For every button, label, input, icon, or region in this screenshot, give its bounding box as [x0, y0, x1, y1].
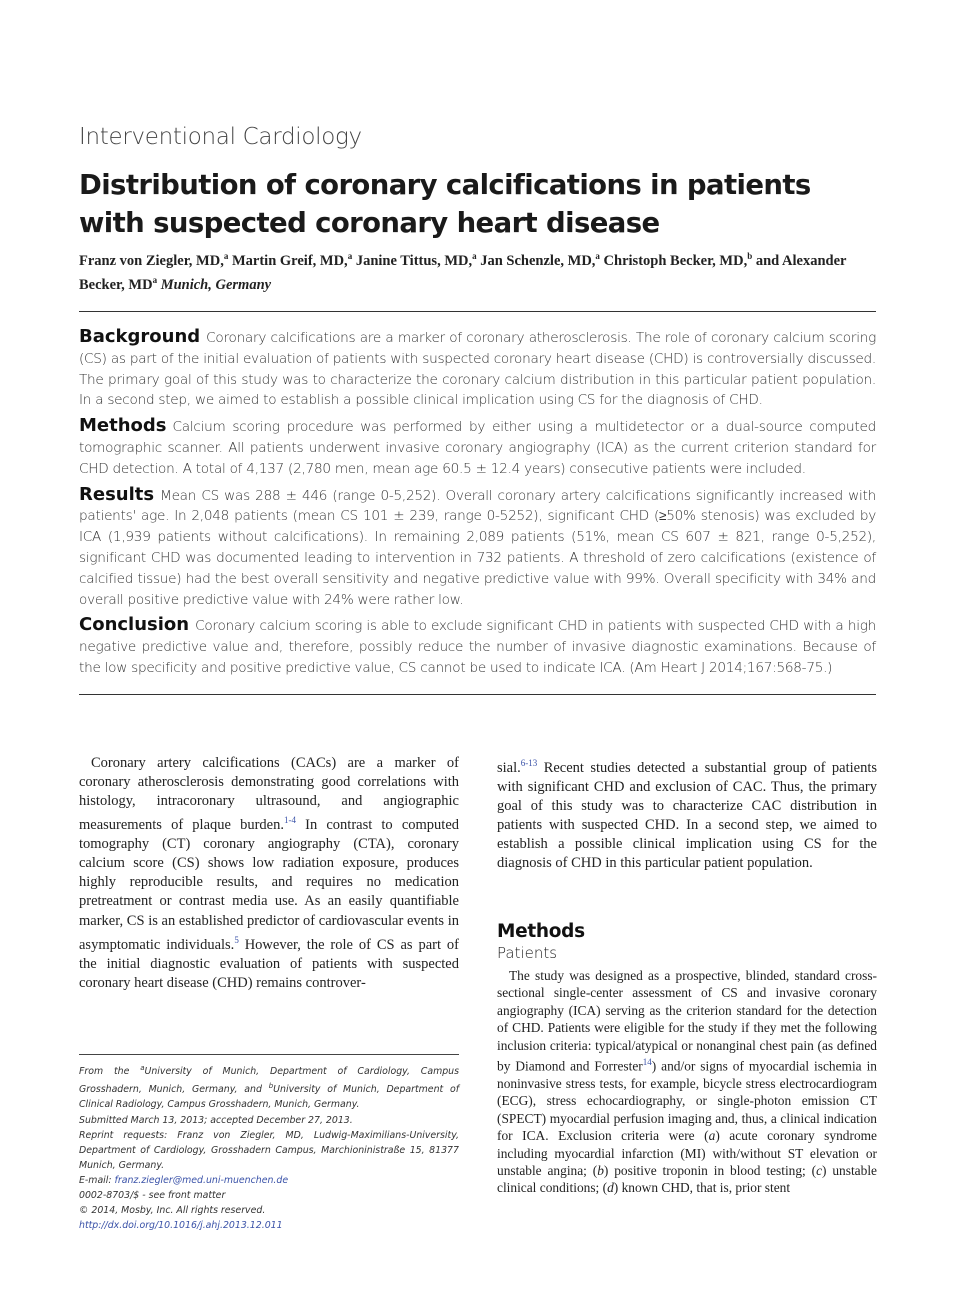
body-left-column — [79, 754, 459, 993]
reference-link[interactable]: 14 — [642, 1057, 652, 1068]
methods-text: The study was designed as a prospective, blinded, standard cross-sectional single-center assessment of CS and invasive coronary angiography (ICA) serving as the criterion standard for the detection of CHD. Patients were eligible for the study if they met the following inclusion criteria: typical/atypical or nonanginal chest pain (as defined by Diamond and Forrester — [497, 968, 877, 1074]
abstract-methods-text: Calcium scoring procedure was performed by either using a multidetector or a dual-source computed tomographic scanner. All patients underwent invasive coronary angiography (ICA) as the current criterion standard for CHD detection. A total of 4,137 (2,780 men, mean age 60.5 ± 12.4 years) consecutive patients were included. — [79, 419, 876, 477]
author-location: Munich, Germany — [160, 276, 272, 293]
footnote-email — [79, 1173, 459, 1188]
footnote-copyright: © 2014, Mosby, Inc. All rights reserved. — [79, 1205, 266, 1217]
abstract — [79, 327, 876, 684]
abstract-conclusion — [79, 615, 876, 678]
author-name: Franz von Ziegler, MD, — [79, 252, 224, 269]
footnote-issn: 0002-8703/$ - see front matter — [79, 1190, 226, 1201]
methods-text: ) known CHD, that is, prior stent — [613, 1180, 791, 1196]
patients-paragraph — [497, 967, 877, 1197]
body-right-column-intro — [497, 754, 877, 873]
author-affiliation-mark: b — [747, 251, 753, 261]
abstract-conclusion-text: Coronary calcium scoring is able to exclude significant CHD in patients with suspected CHD with a high negative predictive value and, therefore, possibly reduce the number of invasive diagnostic examinations. Because of the low specificity and positive predictive value, CS cannot be used to indicate ICA. (Am Heart J 2014;167:568-75.) — [79, 618, 876, 676]
footnote-text: University of Munich, Department of Clinical Radiology, Campus Grosshadern, Munich, Germany. — [79, 1084, 459, 1111]
author-name: Janine Tittus, MD, — [355, 252, 473, 269]
criterion-letter: d — [607, 1180, 614, 1196]
abstract-conclusion-heading: Conclusion — [79, 614, 190, 636]
footnote-text: University of Munich, Department of Cardiology, Campus Grosshadern, Munich, Germany, and — [79, 1066, 459, 1096]
methods-text: ) and/or signs of myocardial ischemia in noninvasive stress tests, for example, bicycle stress electrocardiogram (ECG), stress echocardiography, or single-photon emission CT (SPECT) myocardial perfusion imaging and, thus, a clinical indication for ICA. Exclusion criteria were ( — [497, 1058, 877, 1144]
footnote-text: From the — [79, 1066, 141, 1078]
abstract-methods — [79, 416, 876, 479]
abstract-results — [79, 485, 876, 611]
section-label: Interventional Cardiology — [79, 124, 362, 150]
doi-link[interactable]: http://dx.doi.org/10.1016/j.ahj.2013.12.011 — [79, 1220, 283, 1232]
intro-text: However, the role of CS as part of the initial diagnostic evaluation of patients with suspected coronary heart disease (CHD) remains controver- — [79, 936, 459, 991]
author-affiliation-mark: a — [152, 274, 158, 285]
author-list — [79, 247, 879, 295]
patients-subheading: Patients — [497, 944, 558, 962]
methods-heading: Methods — [497, 921, 585, 942]
abstract-background — [79, 327, 876, 411]
abstract-bottom-rule — [79, 694, 876, 695]
author-affiliation-mark: a — [223, 251, 229, 261]
author-affiliation-mark: a — [595, 251, 600, 261]
affiliation-mark: b — [268, 1082, 274, 1091]
footnotes — [79, 1061, 459, 1233]
author-name: Martin Greif, MD, — [231, 252, 348, 269]
intro-text: Recent studies detected a substantial group of patients with significant CHD and exclusion of CAC. Thus, the primary goal of this study was to characterize CAC distribution in patients with suspected CHD. In a second step, we aimed to establish a possible clinical implication using CS for the diagnosis of CHD in this particular patient population. — [497, 759, 877, 872]
abstract-methods-heading: Methods — [79, 415, 167, 437]
abstract-background-text: Coronary calcifications are a marker of coronary atherosclerosis. The role of coronary calcium scoring (CS) as part of the initial evaluation of patients with suspected coronary heart disease (CHD) is controversially discussed. The primary goal of this study was to characterize the coronary calcium distribution in this particular patient population. In a second step, we aimed to establish a possible clinical implication using CS for the diagnosis of CHD. — [79, 330, 876, 409]
methods-text: ) positive troponin in blood testing; ( — [603, 1162, 817, 1178]
criterion-letter: c — [816, 1162, 823, 1178]
criterion-letter: b — [597, 1162, 604, 1178]
footnote-reprint: Reprint requests: Franz von Ziegler, MD, Ludwig-Maximilians-University, Department of Cardiology, Grosshadern Campus, Marchioninistraße 15, 81377 Munich, Germany. — [79, 1129, 459, 1171]
email-label: E-mail: — [79, 1174, 115, 1186]
author-name: and Alexander Becker, MD — [79, 252, 847, 293]
author-affiliation-mark: a — [347, 251, 353, 261]
intro-text: sial. — [497, 759, 521, 776]
reference-link[interactable]: 5 — [234, 934, 239, 945]
author-name: Jan Schenzle, MD, — [480, 252, 596, 269]
criterion-letter: a — [708, 1128, 716, 1144]
author-name: Christoph Becker, MD, — [603, 252, 748, 269]
abstract-results-text: Mean CS was 288 ± 446 (range 0-5,252). Overall coronary artery calcifications significantly increased with patients' age. In 2,048 patients (mean CS 101 ± 239, range 0-5252), significant CHD (≥50% stenosis) was excluded by ICA (1,939 patients without calcifications). In remaining 2,089 patients (51%, mean CS 607 ± 821, range 0-5,252), significant CHD was documented leading to intervention in 732 patients. A threshold of zero calcifications (existence of calcified tissue) had the best overall sensitivity and negative predictive value with 99%. Overall specificity with 34% and overall positive predictive value with 24% were rather low. — [79, 487, 876, 608]
methods-text: ) acute coronary syndrome including myocardial infarction (MI) with/without ST elevation or unstable angina; ( — [497, 1128, 877, 1178]
methods-text: ) unstable clinical conditions; ( — [497, 1162, 877, 1196]
intro-text: In contrast to computed tomography (CT) coronary angiography (CTA), coronary calcium score (CS) shows low radiation exposure, produces highly reproducible results, and requires no medication pretreatment or contrast media use. As an easily quantifiable marker, CS is an established predictor of cardiovascular events in asymptomatic individuals. — [79, 817, 460, 953]
body-right-column-methods — [497, 967, 877, 1197]
footnote-rule — [79, 1054, 459, 1055]
article-title: Distribution of coronary calcifications in patients with suspected coronary heart disease — [79, 169, 811, 239]
author-affiliation-mark: a — [472, 251, 477, 261]
affiliation-mark: a — [140, 1064, 145, 1072]
reference-link[interactable]: 1-4 — [284, 815, 296, 826]
intro-text: Coronary artery calcifications (CACs) are a marker of coronary atherosclerosis demonstrating good correlations with histology, intracoronary ultrasound, and angiographic measurements of plaque burden. — [79, 755, 459, 834]
abstract-results-heading: Results — [79, 483, 155, 505]
intro-paragraph — [79, 754, 459, 993]
reference-link[interactable]: 6-13 — [520, 758, 538, 768]
email-link[interactable]: franz.ziegler@med.uni-muenchen.de — [114, 1174, 289, 1186]
footnote-affiliations — [79, 1061, 459, 1113]
intro-continued-paragraph — [497, 754, 877, 873]
footnote-submitted: Submitted March 13, 2013; accepted December 27, 2013. — [79, 1114, 353, 1126]
abstract-background-heading: Background — [79, 326, 201, 347]
abstract-top-rule — [79, 311, 876, 312]
